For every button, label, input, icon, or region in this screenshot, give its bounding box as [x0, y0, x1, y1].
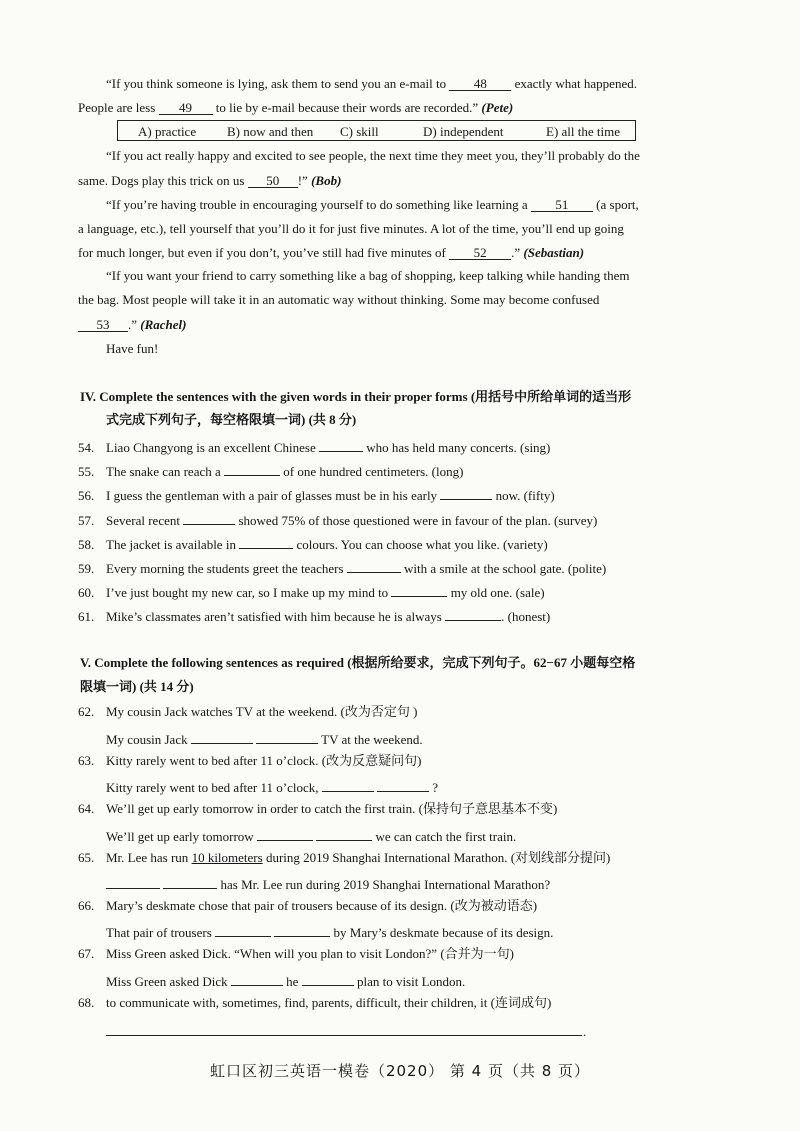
answer-text: That pair of trousers: [106, 925, 212, 940]
question-text: The jacket is available in: [106, 537, 236, 552]
question-67: [78, 946, 514, 962]
answer-blank[interactable]: [191, 729, 253, 744]
blank-49[interactable]: 49: [159, 100, 213, 115]
author-name: (Sebastian): [523, 245, 585, 260]
answer-blank[interactable]: [183, 510, 235, 525]
question-text: Mike’s classmates aren’t satisfied with him because he is always: [106, 609, 442, 624]
question-text: I’ve just bought my new car, so I make up my mind to: [106, 585, 389, 600]
question-text: of one hundred centimeters. (long): [283, 464, 464, 479]
author-name: (Pete): [481, 100, 514, 115]
passage-line: “If you act really happy and excited to see people, the next time they meet you, they’ll probably do the: [106, 148, 640, 163]
answer-blank[interactable]: [239, 534, 293, 549]
answer-65: [106, 874, 550, 893]
blank-52[interactable]: 52: [449, 245, 511, 260]
passage-line: [78, 317, 187, 333]
question-text: The snake can reach a: [106, 464, 221, 479]
question-number: 68.: [78, 995, 95, 1010]
question-text: . (honest): [501, 609, 551, 624]
question-text: Kitty rarely went to bed after 11 o’clock. (改为反意疑问句): [106, 753, 422, 768]
answer-text: he: [286, 974, 299, 989]
question-text: Miss Green asked Dick. “When will you plan to visit London?” (合并为一句): [106, 946, 514, 961]
question-number: 56.: [78, 488, 95, 503]
question-text: We’ll get up early tomorrow in order to catch the first train. (保持句子意思基本不变): [106, 801, 558, 816]
answer-line-68[interactable]: [106, 1035, 582, 1036]
section-4-heading: 式完成下列句子，每空格限填一词) (共 8 分): [106, 412, 357, 427]
answer-text: Kitty rarely went to bed after 11 o’clock,: [106, 780, 319, 795]
passage-line: “If you want your friend to carry something like a bag of shopping, keep talking while handing them: [106, 268, 630, 283]
answer-64: [106, 826, 516, 845]
passage-line: Have fun!: [106, 341, 159, 356]
question-text: with a smile at the school gate. (polite): [404, 561, 607, 576]
question-63: [78, 753, 421, 769]
answer-63: [106, 777, 438, 796]
question-58: [78, 534, 548, 553]
underlined-part: 10 kilometers: [191, 850, 263, 865]
answer-blank[interactable]: [224, 461, 280, 476]
answer-blank[interactable]: [440, 485, 492, 500]
options-box: [117, 120, 636, 141]
answer-text: has Mr. Lee run during 2019 Shanghai International Marathon?: [220, 877, 551, 892]
answer-62: [106, 729, 423, 748]
passage-text: “If you’re having trouble in encouraging yourself to do something like learning a: [106, 197, 528, 212]
option-b: B) now and then: [227, 124, 314, 139]
question-text: Mary’s deskmate chose that pair of trousers because of its design. (改为被动语态): [106, 898, 538, 913]
question-text: now. (fifty): [495, 488, 555, 503]
answer-blank[interactable]: [316, 826, 372, 841]
question-57: [78, 510, 597, 529]
question-number: 60.: [78, 585, 95, 600]
question-61: [78, 606, 550, 625]
answer-text: We’ll get up early tomorrow: [106, 829, 254, 844]
question-number: 57.: [78, 513, 95, 528]
answer-blank[interactable]: [322, 777, 374, 792]
passage-text: People are less: [78, 100, 156, 115]
question-55: [78, 461, 463, 480]
question-62: [78, 704, 417, 720]
question-66: [78, 898, 537, 914]
passage-text: !”: [297, 173, 308, 188]
option-e: E) all the time: [546, 124, 621, 139]
question-number: 61.: [78, 609, 95, 624]
question-56: [78, 485, 555, 504]
question-number: 59.: [78, 561, 95, 576]
section-5-heading: 限填一词) (共 14 分): [80, 679, 194, 694]
passage-text: for much longer, but even if you don’t, you’ve still had five minutes of: [78, 245, 446, 260]
question-text: My cousin Jack watches TV at the weekend. (改为否定句 ): [106, 704, 418, 719]
answer-67: [106, 971, 465, 990]
question-number: 64.: [78, 801, 95, 816]
answer-blank[interactable]: [302, 971, 354, 986]
question-60: [78, 582, 545, 601]
answer-end-period: .: [583, 1024, 587, 1039]
answer-blank[interactable]: [445, 606, 501, 621]
blank-50[interactable]: 50: [248, 173, 298, 188]
question-number: 55.: [78, 464, 95, 479]
page-footer: 虹口区初三英语一模卷（2020） 第 4 页（共 8 页）: [209, 1062, 591, 1080]
question-number: 62.: [78, 704, 95, 719]
question-59: [78, 558, 606, 577]
answer-text: TV at the weekend.: [321, 732, 423, 747]
author-name: (Bob): [311, 173, 342, 188]
passage-line: [78, 245, 584, 261]
question-number: 67.: [78, 946, 95, 961]
question-text: showed 75% of those questioned were in favour of the plan. (survey): [238, 513, 598, 528]
blank-51[interactable]: 51: [531, 197, 593, 212]
answer-text: My cousin Jack: [106, 732, 188, 747]
passage-line: [78, 100, 513, 116]
passage-line: [106, 197, 639, 213]
passage-line: the bag. Most people will take it in an automatic way without thinking. Some may become confused: [78, 292, 600, 307]
question-number: 58.: [78, 537, 95, 552]
passage-text: .”: [128, 317, 138, 332]
question-text: to communicate with, sometimes, find, parents, difficult, their children, it (连词成句): [106, 995, 552, 1010]
answer-text: Miss Green asked Dick: [106, 974, 228, 989]
author-name: (Rachel): [140, 317, 187, 332]
question-text: I guess the gentleman with a pair of glasses must be in his early: [106, 488, 438, 503]
answer-blank[interactable]: [106, 874, 160, 889]
answer-blank[interactable]: [256, 729, 318, 744]
question-65: [78, 850, 610, 866]
answer-66: [106, 922, 553, 941]
question-number: 63.: [78, 753, 95, 768]
answer-text: by Mary’s deskmate because of its design.: [333, 925, 554, 940]
question-text: Mr. Lee has run: [106, 850, 189, 865]
answer-blank[interactable]: [274, 922, 330, 937]
question-text: Every morning the students greet the teachers: [106, 561, 344, 576]
answer-blank[interactable]: [347, 558, 401, 573]
answer-blank[interactable]: [319, 437, 363, 452]
answer-text: ?: [432, 780, 439, 795]
answer-blank[interactable]: [231, 971, 283, 986]
question-54: [78, 437, 550, 456]
passage-text: (a sport,: [596, 197, 639, 212]
answer-text: plan to visit London.: [356, 974, 466, 989]
section-4-heading: IV. Complete the sentences with the given words in their proper forms (用括号中所给单词的适当形: [80, 389, 632, 404]
question-68: [78, 995, 551, 1011]
answer-blank[interactable]: [257, 826, 313, 841]
question-text: my old one. (sale): [450, 585, 545, 600]
question-number: 65.: [78, 850, 95, 865]
question-number: 66.: [78, 898, 95, 913]
option-d: D) independent: [423, 124, 504, 139]
answer-blank[interactable]: [377, 777, 429, 792]
answer-blank[interactable]: [215, 922, 271, 937]
question-text: during 2019 Shanghai International Marathon. (对划线部分提问): [265, 850, 611, 865]
passage-line: a language, etc.), tell yourself that you’ll do it for just five minutes. A lot of the time, you’ll end up going: [78, 221, 624, 236]
option-c: C) skill: [340, 124, 379, 139]
passage-line: [78, 173, 341, 189]
answer-text: we can catch the first train.: [375, 829, 517, 844]
passage-text: to lie by e-mail because their words are recorded.”: [215, 100, 479, 115]
question-text: colours. You can choose what you like. (variety): [296, 537, 548, 552]
option-a: A) practice: [138, 124, 197, 139]
question-text: who has held many concerts. (sing): [366, 440, 551, 455]
passage-text: exactly what happened.: [514, 76, 637, 91]
answer-blank[interactable]: [163, 874, 217, 889]
question-text: Several recent: [106, 513, 180, 528]
question-text: Liao Changyong is an excellent Chinese: [106, 440, 316, 455]
question-64: [78, 801, 557, 817]
answer-blank[interactable]: [391, 582, 447, 597]
passage-text: .”: [511, 245, 521, 260]
question-number: 54.: [78, 440, 95, 455]
passage-text: “If you think someone is lying, ask them to send you an e-mail to: [106, 76, 447, 91]
passage-text: same. Dogs play this trick on us: [78, 173, 245, 188]
blank-48[interactable]: 48: [449, 76, 511, 91]
blank-53[interactable]: 53: [78, 317, 128, 332]
passage-line: [106, 76, 637, 92]
section-5-heading: V. Complete the following sentences as required (根据所给要求，完成下列句子。62−67 小题每空格: [80, 655, 636, 670]
